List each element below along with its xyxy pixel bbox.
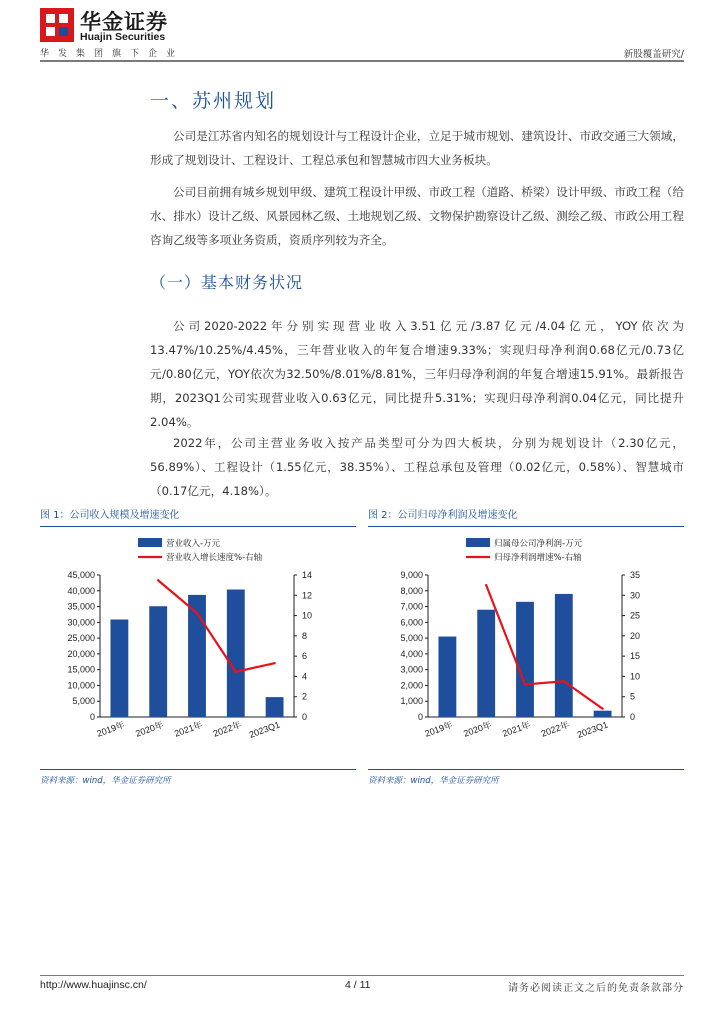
paragraph-segments: 2022年，公司主营业务收入按产品类型可分为四大板块，分别为规划设计（2.30亿元，56.89%）、工程设计（1.55亿元，38.35%）、工程总承包及管理（0.02亿元，0.58%）、智慧城市（0.17亿元，4.18%）。 [150, 436, 684, 498]
y-left-tick-label: 2,000 [400, 680, 423, 691]
figure-net-profit [368, 508, 684, 786]
y-right-tick-label: 10 [630, 671, 641, 682]
y-right-tick-label: 20 [630, 631, 641, 642]
y-right-tick-label: 4 [302, 671, 308, 682]
brand-name-cn: 华金证券 [80, 10, 168, 34]
y-left-tick-label: 5,000 [400, 633, 423, 644]
page-number: 4 / 11 [345, 979, 371, 991]
y-left-tick-label: 6,000 [400, 617, 423, 628]
y-right-tick-label: 6 [302, 651, 308, 662]
footer-divider [40, 975, 684, 976]
x-tick-label: 2021年 [172, 719, 204, 740]
figure-source: 资料来源：wind，华金证券研究所 [368, 776, 499, 787]
brand-name-en: Huajin Securities [80, 31, 166, 43]
figure-source-rule [40, 769, 356, 770]
x-tick-label: 2023Q1 [247, 719, 282, 741]
growth-point-5 [273, 662, 275, 664]
y-right-tick-label: 12 [302, 590, 313, 601]
x-tick-label: 2022年 [539, 719, 571, 740]
legend-line-label: 归母净利润增速%-右轴 [494, 553, 582, 564]
y-left-tick-label: 30,000 [67, 617, 95, 628]
revenue-chart [40, 529, 356, 755]
figure-title-rule [40, 526, 356, 527]
legend-bar-label: 归属母公司净利润-万元 [494, 539, 583, 550]
bar-1 [438, 637, 456, 717]
page-header [0, 0, 724, 62]
bar-2 [149, 607, 167, 718]
figure-title: 图 2：公司归母净利润及增速变化 [368, 510, 518, 521]
bar-5 [594, 711, 612, 717]
growth-point-2 [485, 584, 487, 586]
paragraph-intro: 公司是江苏省内知名的规划设计与工程设计企业，立足于城市规划、建筑设计、市政交通三大领域，形成了规划设计、工程设计、工程总承包和智慧城市四大业务板块。 [150, 129, 684, 167]
y-right-tick-label: 15 [630, 651, 641, 662]
subsection-heading: （一）基本财务状况 [150, 273, 304, 292]
y-left-tick-label: 7,000 [400, 601, 423, 612]
y-right-tick-label: 25 [630, 610, 641, 621]
footer-disclaimer: 请务必阅读正文之后的免责条款部分 [508, 983, 684, 994]
y-left-tick-label: 40,000 [67, 586, 95, 597]
y-left-tick-label: 25,000 [67, 633, 95, 644]
growth-line [158, 581, 274, 672]
paragraph-qualifications: 公司目前拥有城乡规划甲级、建筑工程设计甲级、市政工程（道路、桥梁）设计甲级、市政工程（给水、排水）设计乙级、风景园林乙级、土地规划乙级、文物保护勘察设计乙级、测绘乙级、市政公用工程咨询乙级等多项业务资质，资质序列较为齐全。 [150, 185, 684, 247]
legend-bar-swatch [138, 538, 162, 547]
y-right-tick-label: 30 [630, 590, 641, 601]
growth-point-4 [235, 671, 237, 673]
bar-5 [266, 697, 284, 717]
y-left-tick-label: 5,000 [72, 696, 95, 707]
y-left-tick-label: 20,000 [67, 649, 95, 660]
growth-point-3 [524, 684, 526, 686]
figure-title-rule [368, 526, 684, 527]
y-left-tick-label: 35,000 [67, 601, 95, 612]
x-tick-label: 2020年 [462, 719, 493, 740]
y-left-tick-label: 1,000 [400, 696, 423, 707]
legend-line-label: 营业收入增长速度%-右轴 [166, 553, 263, 564]
y-right-tick-label: 10 [302, 610, 313, 621]
y-left-tick-label: 45,000 [67, 570, 95, 581]
y-left-tick-label: 3,000 [400, 664, 423, 675]
figure-source: 资料来源：wind，华金证券研究所 [40, 776, 171, 787]
figure-revenue [40, 508, 356, 786]
x-tick-label: 2022年 [211, 719, 243, 740]
y-left-tick-label: 8,000 [400, 586, 423, 597]
y-right-tick-label: 0 [630, 712, 636, 723]
x-tick-label: 2021年 [500, 719, 532, 740]
growth-point-4 [563, 680, 565, 682]
bar-4 [227, 590, 245, 717]
footer-url-link[interactable]: http://www.huajinsc.cn/ [40, 979, 147, 991]
y-left-tick-label: 15,000 [67, 664, 95, 675]
legend-bar-swatch [466, 538, 490, 547]
y-left-tick-label: 4,000 [400, 649, 423, 660]
y-right-tick-label: 0 [302, 712, 308, 723]
bar-3 [516, 602, 534, 717]
x-tick-label: 2019年 [423, 719, 455, 740]
figure-title: 图 1：公司收入规模及增速变化 [40, 510, 180, 521]
brand-slogan: 华发集团旗下企业 [40, 49, 185, 59]
growth-point-2 [157, 579, 159, 581]
y-left-tick-label: 9,000 [400, 570, 423, 581]
net-profit-chart [368, 529, 684, 755]
growth-line [486, 585, 602, 709]
header-divider [40, 60, 684, 62]
x-tick-label: 2019年 [95, 719, 127, 740]
y-right-tick-label: 2 [302, 692, 308, 703]
legend-bar-label: 营业收入-万元 [166, 539, 221, 550]
growth-point-3 [196, 612, 198, 614]
paragraph-financials: 公司2020-2022年分别实现营业收入3.51亿元/3.87亿元/4.04亿元，YOY依次为13.47%/10.25%/4.45%，三年营业收入的年复合增速9.33%；实现归母净利润0.68亿元/0.73亿元/0.80亿元，YOY依次为32.50%/8.01%/8.81%，三年归母净利润的年复合增速15.91%。最新报告期，2023Q1公司实现营业收入0.63亿元，同比提升5.31%；实现归母净利润0.04亿元，同比提升2.04%。 [150, 319, 684, 429]
x-tick-label: 2020年 [134, 719, 165, 740]
section-heading: 一、苏州规划 [150, 90, 277, 112]
y-left-tick-label: 0 [417, 712, 423, 723]
x-tick-label: 2023Q1 [575, 719, 610, 741]
y-left-tick-label: 0 [89, 712, 95, 723]
figure-source-rule [368, 769, 684, 770]
bar-2 [477, 610, 495, 717]
document-type: 新股覆盖研究/ [623, 49, 684, 60]
y-right-tick-label: 14 [302, 570, 313, 581]
bar-1 [110, 620, 128, 718]
y-right-tick-label: 5 [630, 692, 636, 703]
y-left-tick-label: 10,000 [67, 680, 95, 691]
growth-point-5 [601, 708, 603, 710]
y-right-tick-label: 35 [630, 570, 641, 581]
y-right-tick-label: 8 [302, 631, 308, 642]
huajin-logo-icon [40, 8, 74, 42]
bar-4 [555, 594, 573, 717]
